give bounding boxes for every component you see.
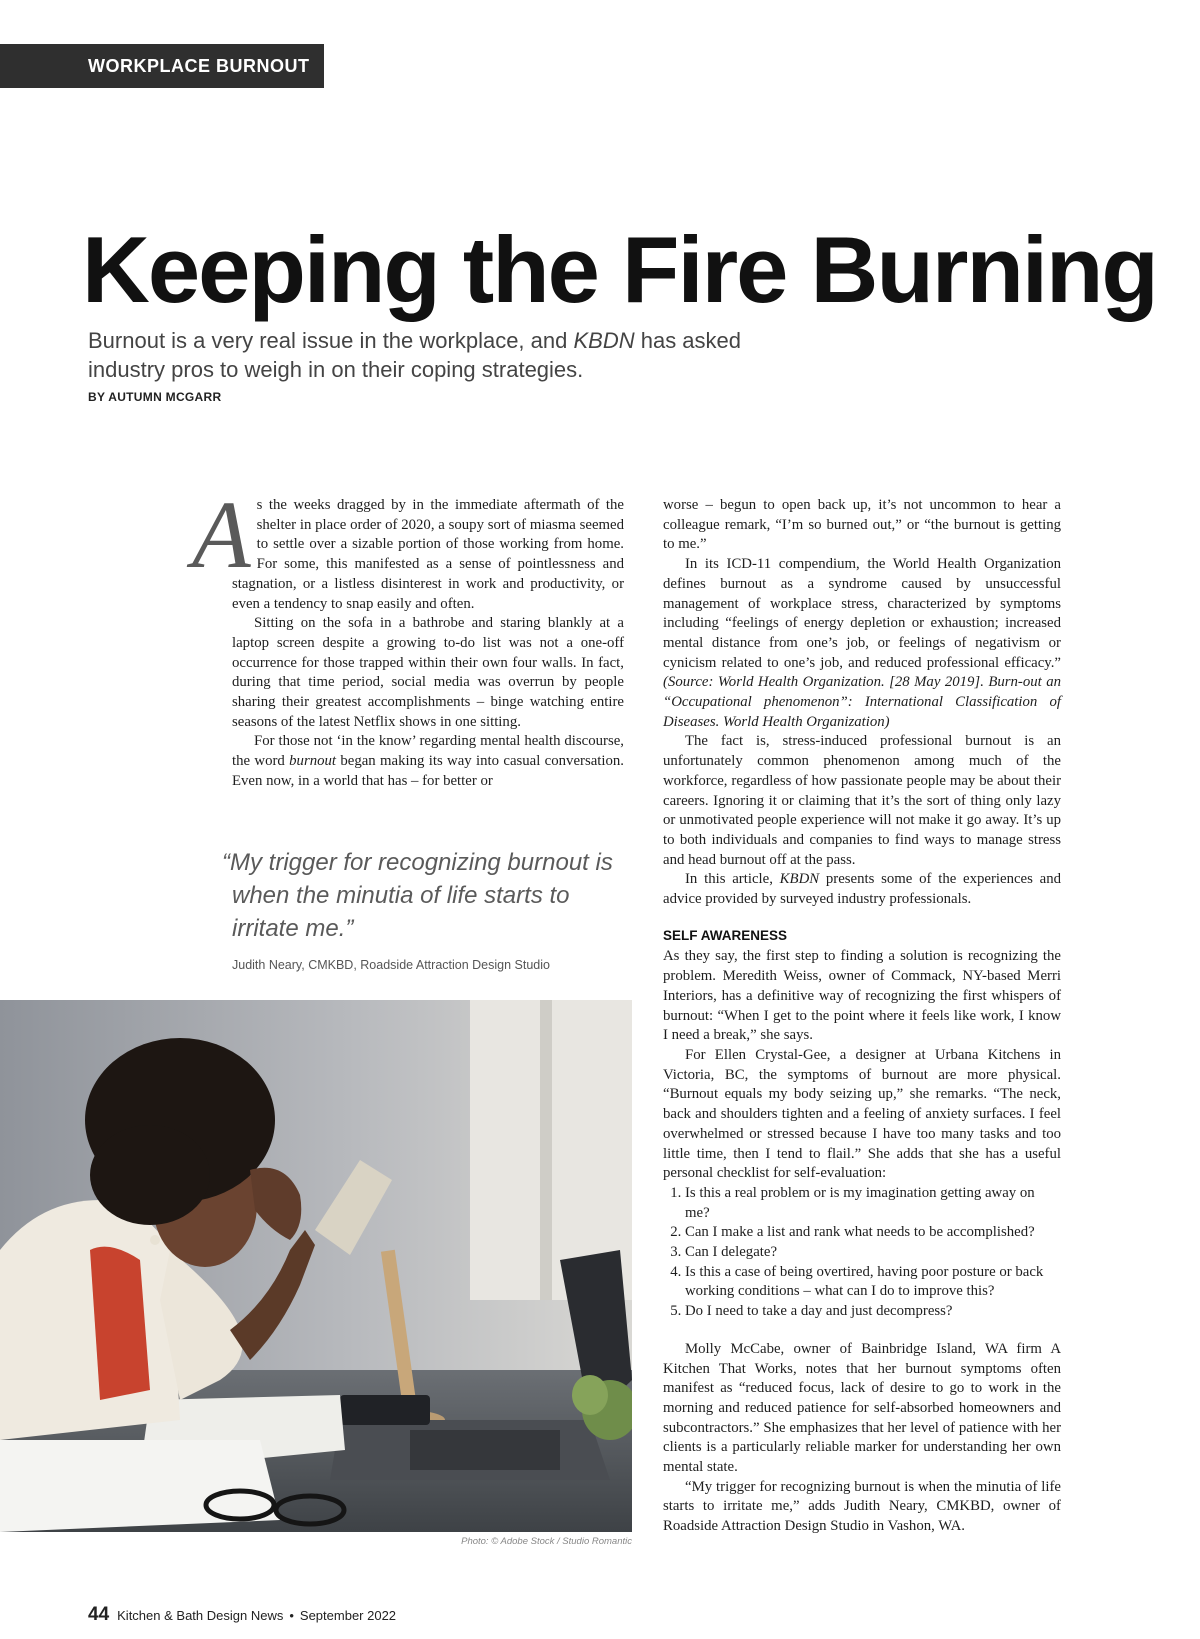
deck: Burnout is a very real issue in the workplace, and KBDN has asked industry pros to weigh in on their coping strategies. [88,328,742,382]
paragraph: Molly McCabe, owner of Bainbridge Island, WA firm A Kitchen That Works, notes that her burnout symptoms often manifest as “reduced focus, lack of desire to go to work in the morning and reduced patience for self-absorbed homeowners and subcontractors.” She emphasizes that her level of patience with her clients is a particularly reliable marker for understanding her own mental state. [663,1340,1061,1476]
pull-quote-text: “My trigger for recognizing burnout is when the minutia of life starts to irritate me.” [222,849,613,942]
list-item: 5. Do I need to take a day and just decompress? [685,1302,1061,1322]
left-column [192,481,624,792]
byline: BY AUTUMN MCGARR [88,390,222,404]
spacer [663,1322,1061,1340]
issue-date: September 2022 [299,1608,397,1623]
headline: Keeping the Fire Burning [82,217,1157,322]
section-heading: SELF AWARENESS [663,927,788,943]
drop-cap: A [192,481,251,588]
publication-name: Kitchen & Bath Design News [117,1608,284,1623]
footer-separator: • [289,1608,294,1623]
paragraph: “My trigger for recognizing burnout is when the minutia of life starts to irritate me,” adds Judith Neary, CMKBD, owner of Roadside Attraction Design Studio in Vashon, WA. [663,1478,1061,1535]
photo-credit: Photo: © Adobe Stock / Studio Romantic [461,1536,632,1547]
paragraph: For those not ‘in the know’ regarding mental health discourse, the word burnout began making its way into casual conversation. Even now, in a world that has – for better or [232,733,624,789]
pull-quote-attribution: Judith Neary, CMKBD, Roadside Attraction Design Studio [232,958,550,972]
list-item: 3. Can I delegate? [685,1243,1061,1263]
list-item: 4. Is this a case of being overtired, having poor posture or back working conditions – what can I do to improve this? [685,1263,1061,1302]
paragraph: As they say, the first step to finding a solution is recognizing the problem. Meredith Weiss, owner of Commack, NY-based Merri Interiors, has a definitive way of recognizing the first whispers of burnout: “When I get to the point where it feels like work, I know I need a break,” she says. [663,948,1061,1044]
paragraph: In its ICD-11 compendium, the World Health Organization defines burnout as a syndrome caused by unsuccessful management of workplace stress, characterized by symptoms including “feelings of energy depletion or exhaustion; increased mental distance from one’s job, or feelings of negativism or cynicism related to one’s job, and reduced professional efficacy.” (Source: World Health Organization. [28 May 2019]. Burn-out an “Occupational phenomenon”: International Classification of Diseases. World Health Organization) [663,556,1061,730]
paragraph: The fact is, stress-induced professional burnout is an unfortunately common phenomenon among much of the workforce, regardless of how passionate people may be about their careers. Ignoring it or claiming that it’s the sort of thing only lazy or unmotivated people experience will not make it go away. It’s up to both individuals and companies to find ways to manage stress and head burnout off at the pass. [663,733,1061,868]
right-column [663,496,1061,1537]
paragraph: Sitting on the sofa in a bathrobe and staring blankly at a laptop screen despite a growing to-do list was not a one-off occurrence for those trapped within their own four walls. In fact, during that time period, social media was overrun by people sharing their greatest accomplishments – binge watching entire seasons of the latest Netflix shows in one sitting. [232,615,624,730]
page-number: 44 [88,1604,110,1625]
paragraph: In this article, KBDN presents some of the experiences and advice provided by surveyed industry professionals. [663,871,1062,908]
self-evaluation-checklist [663,1184,1061,1322]
section-tag: WORKPLACE BURNOUT [0,44,324,88]
page-footer [88,1604,396,1626]
photo-woman-at-laptop-icon [0,1000,632,1532]
paragraph: worse – begun to open back up, it’s not uncommon to hear a colleague remark, “I’m so burned out,” or “the burnout is getting to me.” [663,497,1061,553]
pull-quote [218,846,618,945]
list-item: 1. Is this a real problem or is my imagination getting away on me? [685,1184,1061,1223]
paragraph: For Ellen Crystal-Gee, a designer at Urbana Kitchens in Victoria, BC, the symptoms of burnout are more physical. “Burnout equals my body seizing up,” she remarks. “The neck, back and shoulders tighten and a feeling of anxiety surfaces. I feel overwhelmed or stressed because I have too many tasks and too little time, then I tend to flail.” She adds that she has a useful personal checklist for self-evaluation: [663,1046,1061,1182]
list-item: 2. Can I make a list and rank what needs to be accomplished? [685,1223,1061,1243]
paragraph: As the weeks dragged by in the immediate aftermath of the shelter in place order of 2020, a soupy sort of miasma seemed to settle over a sizable portion of those working from home. For some, this manifested as a sense of pointlessness and stagnation, or a listless disinterest in work and productivity, or even a tendency to snap easily and often. [192,481,624,612]
